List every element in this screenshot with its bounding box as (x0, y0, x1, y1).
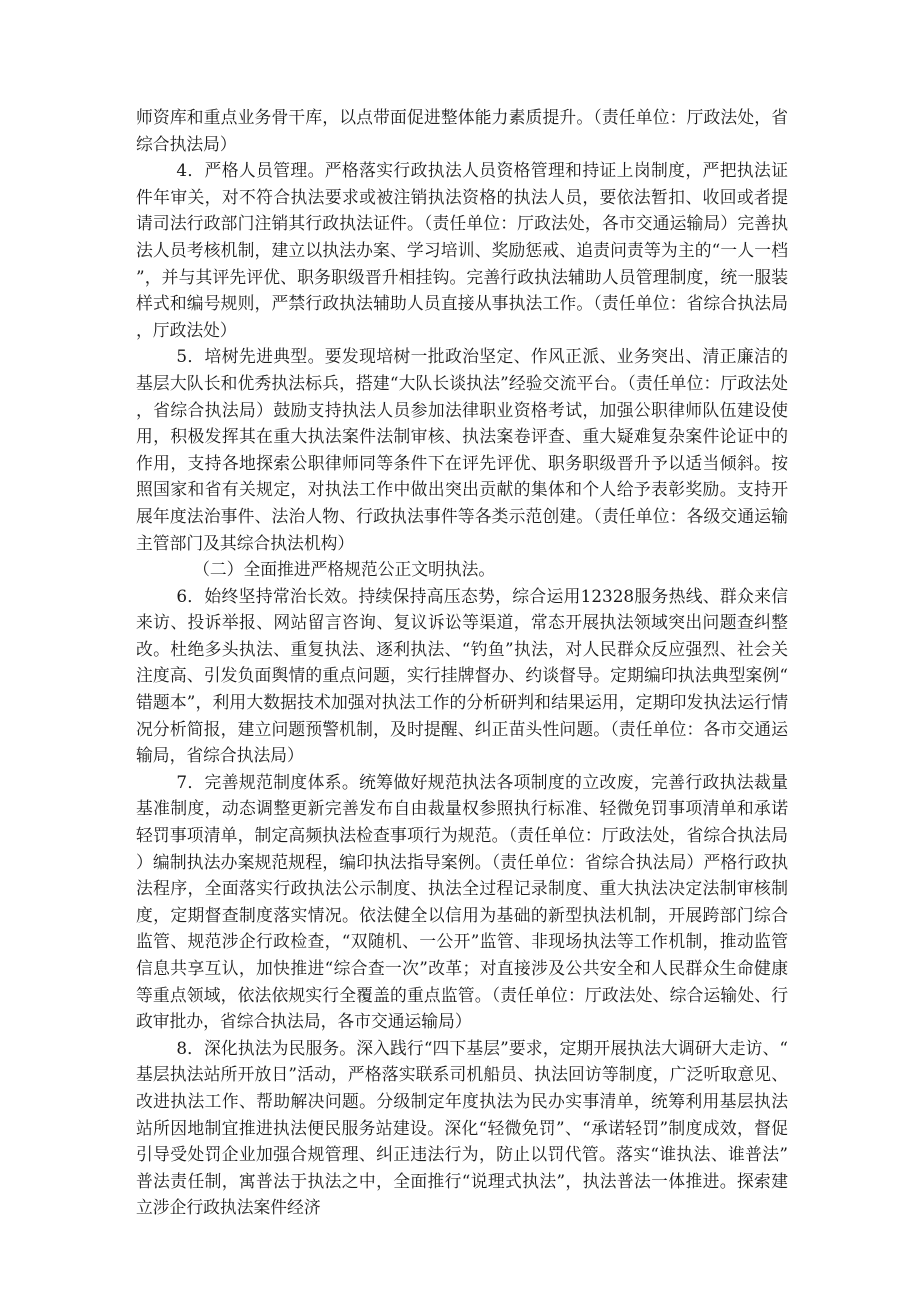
document-body (136, 104, 788, 1221)
paragraph-item-5-advanced-models: 5．培树先进典型。要发现培树一批政治坚定、作风正派、业务突出、清正廉洁的基层大队长和优秀执法标兵，搭建“大队长谈执法”经验交流平台。（责任单位：厅政法处，省综合执法局）鼓励支持执法人员参加法律职业资格考试，加强公职律师队伍建设使用，积极发挥其在重大执法案件法制审核、执法案卷评查、重大疑难复杂案件论证中的作用，支持各地探索公职律师同等条件下在评先评优、职务职级晋升予以适当倾斜。按照国家和省有关规定，对执法工作中做出突出贡献的集体和个人给予表彰奖励。支持开展年度法治事件、法治人物、行政执法事件等各类示范创建。（责任单位：各级交通运输主管部门及其综合执法机构） (136, 346, 788, 553)
paragraph-item-8-enforcement-service: 8．深化执法为民服务。深入践行“四下基层”要求，定期开展执法大调研大走访、“基层执法站所开放日”活动，严格落实联系司机船员、执法回访等制度，广泛听取意见、改进执法工作、帮助解决问题。分级制定年度执法为民办实事清单，统筹利用基层执法站所因地制宜推进执法便民服务站建设。深化“轻微免罚”、“承诺轻罚”制度成效，督促引导受处罚企业加强合规管理、纠正违法行为，防止以罚代管。落实“谁执法、谁普法”普法责任制，寓普法于执法之中，全面推行“说理式执法”，执法普法一体推进。探索建立涉企行政执法案件经济 (136, 1037, 788, 1218)
paragraph-talent-pool-continuation: 师资库和重点业务骨干库，以点带面促进整体能力素质提升。（责任单位：厅政法处，省综合执法局） (136, 107, 788, 154)
paragraph-item-7-standard-system: 7．完善规范制度体系。统筹做好规范执法各项制度的立改废，完善行政执法裁量基准制度，动态调整更新完善发布自由裁量权参照执行标准、轻微免罚事项清单和承诺轻罚事项清单，制定高频执法检查事项行为规范。（责任单位：厅政法处，省综合执法局）编制执法办案规范规程，编印执法指导案例。（责任单位：省综合执法局）严格行政执法程序，全面落实行政执法公示制度、执法全过程记录制度、重大执法决定法制审核制度，定期督查制度落实情况。依法健全以信用为基础的新型执法机制，开展跨部门综合监管、规范涉企行政检查，“双随机、一公开”监管、非现场执法等工作机制，推动监管信息共享互认，加快推进“综合查一次”改革；对直接涉及公共安全和人民群众生命健康等重点领域，依法依规实行全覆盖的重点监管。（责任单位：厅政法处、综合运输处、行政审批办，省综合执法局，各市交通运输局） (136, 771, 788, 1032)
section-heading-2: （二）全面推进严格规范公正文明执法。 (193, 559, 496, 580)
paragraph-item-6-long-term-governance: 6．始终坚持常治长效。持续保持高压态势，综合运用12328服务热线、群众来信来访、投诉举报、网站留言咨询、复议诉讼等渠道，常态开展执法领域突出问题查纠整改。杜绝多头执法、重复执法、逐利执法、“钓鱼”执法，对人民群众反应强烈、社会关注度高、引发负面舆情的重点问题，实行挂牌督办、约谈督导。定期编印执法典型案例“错题本”，利用大数据技术加强对执法工作的分析研判和结果运用，定期印发执法运行情况分析简报，建立问题预警机制，及时提醒、纠正苗头性问题。（责任单位：各市交通运输局，省综合执法局） (136, 585, 788, 766)
paragraph-item-4-personnel-management: 4．严格人员管理。严格落实行政执法人员资格管理和持证上岗制度，严把执法证件年审关，对不符合执法要求或被注销执法资格的执法人员，要依法暂扣、收回或者提请司法行政部门注销其行政执法证件。（责任单位：厅政法处，各市交通运输局）完善执法人员考核机制，建立以执法办案、学习培训、奖励惩戒、追责问责等为主的“一人一档”，并与其评先评优、职务职级晋升相挂钩。完善行政执法辅助人员管理制度，统一服装样式和编号规则，严禁行政执法辅助人员直接从事执法工作。（责任单位：省综合执法局，厅政法处） (136, 160, 788, 340)
